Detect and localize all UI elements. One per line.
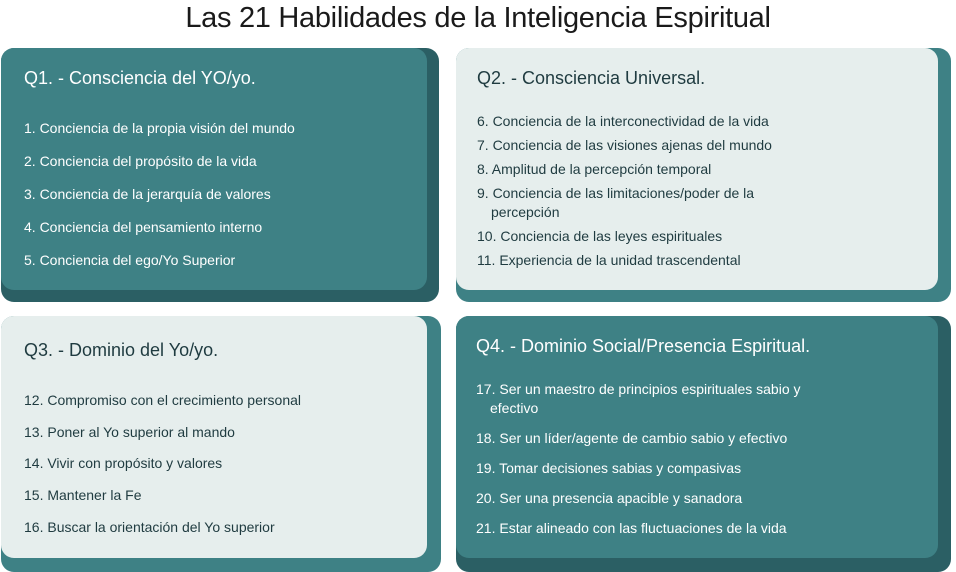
diagram-title: Las 21 Habilidades de la Inteligencia Espiritual [185,2,771,34]
skill-5: 5. Conciencia del ego/Yo Superior [24,252,236,268]
skill-14: 14. Vivir con propósito y valores [24,455,223,472]
skill-17 [476,380,801,418]
quadrant-q3-panel [1,316,427,558]
quadrant-q4-list [476,380,801,549]
skill-2: 2. Conciencia del propósito de la vida [24,153,257,169]
skill-13: 13. Poner al Yo superior al mando [24,423,235,440]
quadrant-q4-title: Q4. - Dominio Social/Presencia Espiritual. [476,336,811,356]
skill-8: 8. Amplitud de la percepción temporal [477,161,712,177]
skill-11: 11. Experiencia de la unidad trascendental [477,252,741,268]
skill-15: 15. Mantener la Fe [24,487,142,504]
skill-9-line-2: percepción [491,204,560,220]
skill-16: 16. Buscar la orientación del Yo superior [24,518,275,535]
quadrant-q2-title: Q2. - Consciencia Universal. [477,68,706,88]
quadrant-q1-panel [1,48,427,290]
quadrant-q2-panel [456,48,938,290]
skill-18: 18. Ser un líder/agente de cambio sabio y efectivo [476,430,788,446]
quadrant-q2-list [477,112,772,275]
quadrant-q2 [456,48,951,302]
quadrant-q1 [1,48,439,302]
skill-6: 6. Conciencia de la interconectividad de la vida [477,113,769,129]
skill-10: 10. Conciencia de las leyes espirituales [477,228,723,244]
skill-19: 19. Tomar decisiones sabias y compasivas [476,460,742,476]
quadrant-q3 [1,316,441,572]
skill-3: 3. Conciencia de la jerarquía de valores [24,186,271,202]
quadrant-q3-list [24,392,301,550]
quadrant-q1-title: Q1. - Consciencia del YO/yo. [24,68,256,88]
quadrant-q3-title: Q3. - Dominio del Yo/yo. [24,340,219,360]
skill-9-line-1: 9. Conciencia de las limitaciones/poder de la [477,185,755,201]
skill-7: 7. Conciencia de las visiones ajenas del mundo [477,137,772,153]
skill-21: 21. Estar alineado con las fluctuaciones de la vida [476,520,787,536]
quadrant-q4 [456,316,951,572]
skill-17-line-1: 17. Ser un maestro de principios espirituales sabio y [476,381,801,397]
quadrant-q1-list [24,120,295,285]
quadrant-q4-panel [456,316,938,558]
skill-1: 1. Conciencia de la propia visión del mundo [24,120,295,136]
skill-20: 20. Ser una presencia apacible y sanadora [476,490,743,506]
skill-4: 4. Conciencia del pensamiento interno [24,219,263,235]
skill-17-line-2: efectivo [490,400,539,416]
skill-12: 12. Compromiso con el crecimiento personal [24,392,302,408]
skill-9 [477,184,772,222]
